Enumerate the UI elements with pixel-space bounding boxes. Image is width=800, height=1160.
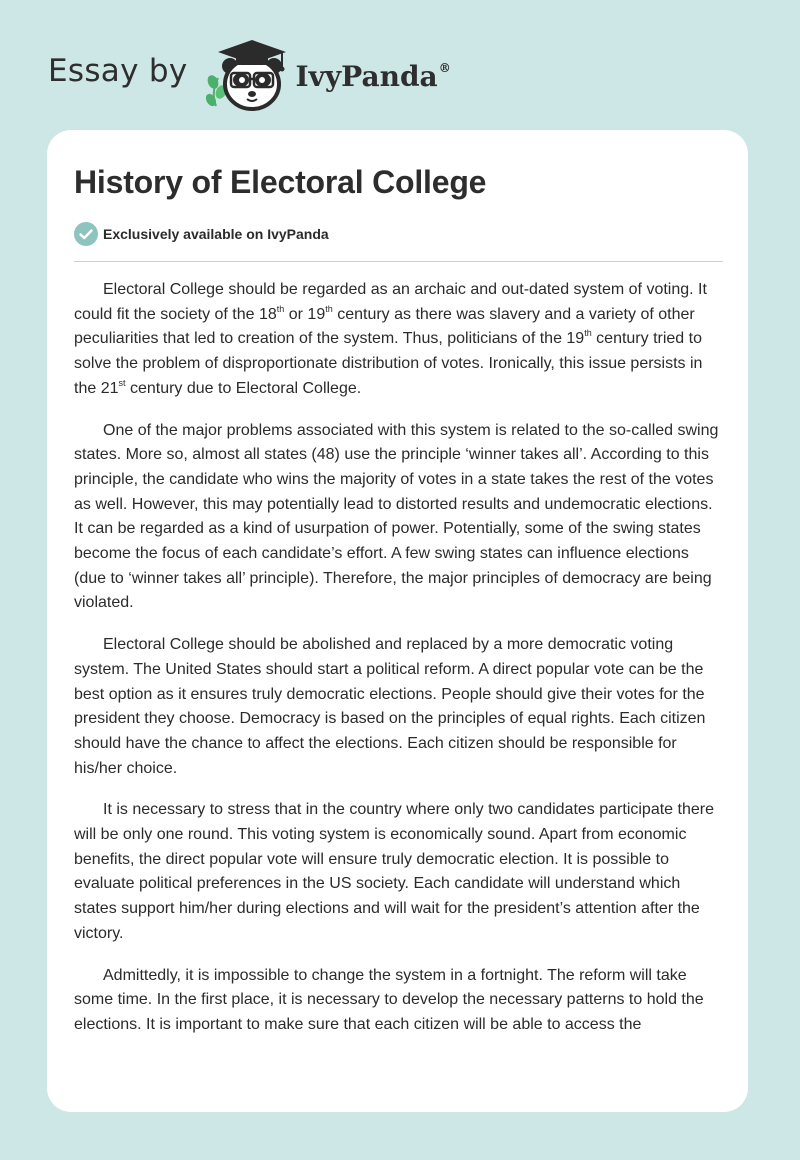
exclusive-badge — [74, 222, 329, 246]
ordinal-suffix: th — [325, 303, 333, 314]
essay-card — [47, 130, 748, 1112]
paragraph-text: century tried to solve the problem of disproportionate distribution of votes. Ironically, this issue persists in the 21 — [74, 330, 703, 397]
essay-paragraph — [74, 964, 724, 1038]
essay-by-label: Essay by — [48, 53, 188, 89]
essay-title: History of Electoral College — [74, 164, 487, 200]
paragraph-text: Admittedly, it is impossible to change the system in a fortnight. The reform will take some time. In the first place, it is necessary to develop the necessary patterns to hold the elections. It is important to make sure that each citizen will be able to access the — [74, 966, 704, 1033]
essay-paragraph — [74, 278, 724, 402]
essay-body — [74, 278, 724, 1055]
site-header-brand[interactable] — [48, 34, 451, 114]
ordinal-suffix: th — [584, 328, 592, 339]
essay-paragraph — [74, 419, 724, 617]
ordinal-suffix: th — [276, 303, 285, 314]
paragraph-text: century as there was slavery and a variety of other peculiarities that led to creation of the system. Thus, politicians of the 19 — [74, 305, 695, 348]
registered-mark: ® — [438, 60, 451, 75]
paragraph-text: Electoral College should be abolished and replaced by a more democratic voting system. The United States should start a political reform. A direct popular vote can be the best option as it ensures truly democratic elections. People should give their votes for the president they choose. Democracy is based on the principles of equal rights. Each citizen should have the chance to affect the elections. Each citizen should be responsible for his/her choice. — [74, 636, 706, 777]
paragraph-text: It is necessary to stress that in the country where only two candidates participate there will be only one round. This voting system is economically sound. Apart from economic benefits, the direct popular vote will ensure truly democratic election. It is possible to evaluate political preferences in the US society. Each candidate will understand which states support him/her during elections and will wait for the president’s attention after the victory. — [74, 801, 714, 942]
paragraph-text: Electoral College should be regarded as an archaic and out-dated system of voting. It could fit the society of the 18 — [74, 281, 707, 323]
essay-paragraph — [74, 798, 724, 946]
panda-logo-icon — [202, 34, 294, 114]
essay-paragraph — [74, 633, 724, 781]
paragraph-text: One of the major problems associated with this system is related to the so-called swing states. More so, almost all states (48) use the principle ‘winner takes all’. According to this principle, the candidate who wins the majority of votes in a state takes the rest of the votes as well. However, this may potentially lead to distorted results and undemocratic elections. It can be regarded as a kind of usurpation of power. Potentially, some of the swing states become the focus of each candidate’s effort. A few swing states can influence elections (due to ‘winner takes all’ principle). Therefore, the major principles of democracy are being violated. — [74, 421, 719, 612]
divider — [74, 261, 723, 262]
exclusive-badge-label: Exclusively available on IvyPanda — [103, 226, 329, 242]
ordinal-suffix: st — [118, 377, 126, 388]
paragraph-text: or 19 — [284, 305, 326, 323]
paragraph-text: century due to Electoral College. — [125, 379, 362, 397]
checkmark-circle-icon — [74, 222, 98, 246]
brand-name-text: IvyPanda — [295, 59, 438, 93]
brand-name — [296, 60, 451, 93]
